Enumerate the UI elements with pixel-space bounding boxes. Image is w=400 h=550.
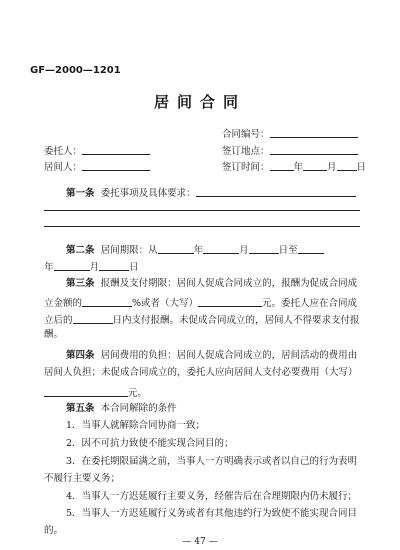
year-label: 年	[193, 245, 204, 256]
broker-field[interactable]	[82, 160, 150, 171]
article-5-item-5-cont: 的。	[44, 525, 64, 536]
contract-number-row	[222, 127, 358, 140]
article-5-heading	[66, 404, 177, 414]
sign-year-field[interactable]	[270, 160, 294, 171]
form-code: GF—2000—1201	[30, 65, 121, 76]
article-4-line-3	[44, 386, 147, 399]
article-3-text: 元。委托人应在合同成	[262, 298, 358, 309]
article-3-text: %或者（大写）	[132, 298, 199, 309]
period-end-day-field[interactable]	[99, 260, 129, 271]
commission-amount-field[interactable]	[198, 296, 262, 307]
article-4-head: 第四条	[66, 350, 95, 361]
client-row	[44, 144, 150, 157]
broker-row	[44, 160, 150, 173]
sign-place-label: 签订地点：	[222, 146, 270, 157]
article-5-text: 本合同解除的条件	[100, 403, 177, 414]
month-label: 月	[239, 245, 249, 256]
sign-day-field[interactable]	[337, 160, 357, 171]
article-5-item-2: 2．因不可抗力致使不能实现合同目的；	[66, 438, 234, 449]
period-start-month-field[interactable]	[203, 243, 239, 254]
article-1	[66, 186, 356, 199]
article-4-text: 居间费用的负担：居间人促成合同成立的，居间活动的费用由	[100, 350, 358, 361]
payment-days-field[interactable]	[73, 313, 113, 324]
period-end-year-prefix-field[interactable]	[298, 243, 324, 254]
page-number: — 47 —	[182, 537, 218, 547]
period-end-month-field[interactable]	[54, 260, 90, 271]
day-label: 日	[278, 245, 289, 256]
sign-place-field[interactable]	[270, 144, 358, 155]
sign-month-field[interactable]	[303, 160, 327, 171]
article-2-head: 第二条	[66, 245, 95, 256]
article-5-item-1: 1．当事人就解除合同协商一致；	[66, 420, 206, 431]
article-1-blank-line-2[interactable]	[44, 226, 360, 227]
sign-time-label: 签订时间：	[222, 162, 270, 173]
article-3-line-1	[66, 279, 357, 289]
article-2-text: 居间期限：从	[100, 245, 158, 256]
article-3-text: 立后的	[44, 315, 73, 326]
article-3-line-4: 酬。	[44, 329, 64, 340]
day-label: 日	[356, 162, 367, 173]
article-2-line-2	[44, 260, 139, 273]
month-label: 月	[327, 162, 337, 173]
necessary-expenses-field[interactable]	[44, 386, 128, 397]
article-4-line-2: 居间人负担；未促成合同成立的，委托人应向居间人支付必要费用（大写）	[44, 367, 358, 378]
article-2-to: 至	[288, 245, 298, 256]
day-label: 日	[129, 262, 139, 273]
article-2-line-1	[66, 243, 324, 256]
period-start-day-field[interactable]	[249, 243, 279, 254]
article-4-text: 元。	[128, 388, 148, 399]
contract-number-label: 合同编号：	[222, 129, 270, 140]
article-3-text: 日内支付报酬。未促成合同成立的，居间人不得要求支付报	[112, 315, 360, 326]
article-1-text: 委托事项及具体要求：	[100, 188, 196, 199]
month-label: 月	[89, 262, 100, 273]
article-1-blank-line-1[interactable]	[44, 210, 360, 211]
year-label: 年	[293, 162, 304, 173]
article-3-text: 立金额的	[44, 298, 83, 309]
sign-place-row	[222, 144, 358, 157]
article-5-item-3-cont: 不履行主要义务；	[44, 473, 121, 484]
article-3-line-2	[44, 296, 357, 309]
article-5-item-4: 4．当事人一方迟延履行主要义务，经催告后在合理期限内仍未履行；	[66, 491, 358, 502]
year-label: 年	[44, 262, 54, 273]
client-label: 委托人：	[44, 146, 83, 157]
broker-label: 居间人：	[44, 162, 83, 173]
client-field[interactable]	[82, 144, 150, 155]
article-1-head: 第一条	[66, 188, 95, 199]
article-1-field[interactable]	[196, 186, 356, 197]
article-4-line-1	[66, 351, 357, 361]
commission-percent-field[interactable]	[82, 296, 132, 307]
period-start-year-field[interactable]	[158, 243, 194, 254]
article-5-head: 第五条	[66, 403, 95, 414]
article-3-head: 第三条	[66, 278, 95, 289]
article-5-item-3: 3．在委托期限届满之前，当事人一方明确表示或者以自己的行为表明	[66, 456, 358, 467]
article-5-item-5: 5．当事人一方迟延履行义务或者有其他违约行为致使不能实现合同目	[66, 508, 358, 519]
document-title: 居间合同	[153, 93, 246, 111]
sign-time-row	[222, 160, 366, 173]
article-3-text: 报酬及支付期限：居间人促成合同成立的，报酬为促成合同成	[100, 278, 358, 289]
article-3-line-3	[44, 313, 360, 326]
contract-number-field[interactable]	[270, 127, 358, 138]
